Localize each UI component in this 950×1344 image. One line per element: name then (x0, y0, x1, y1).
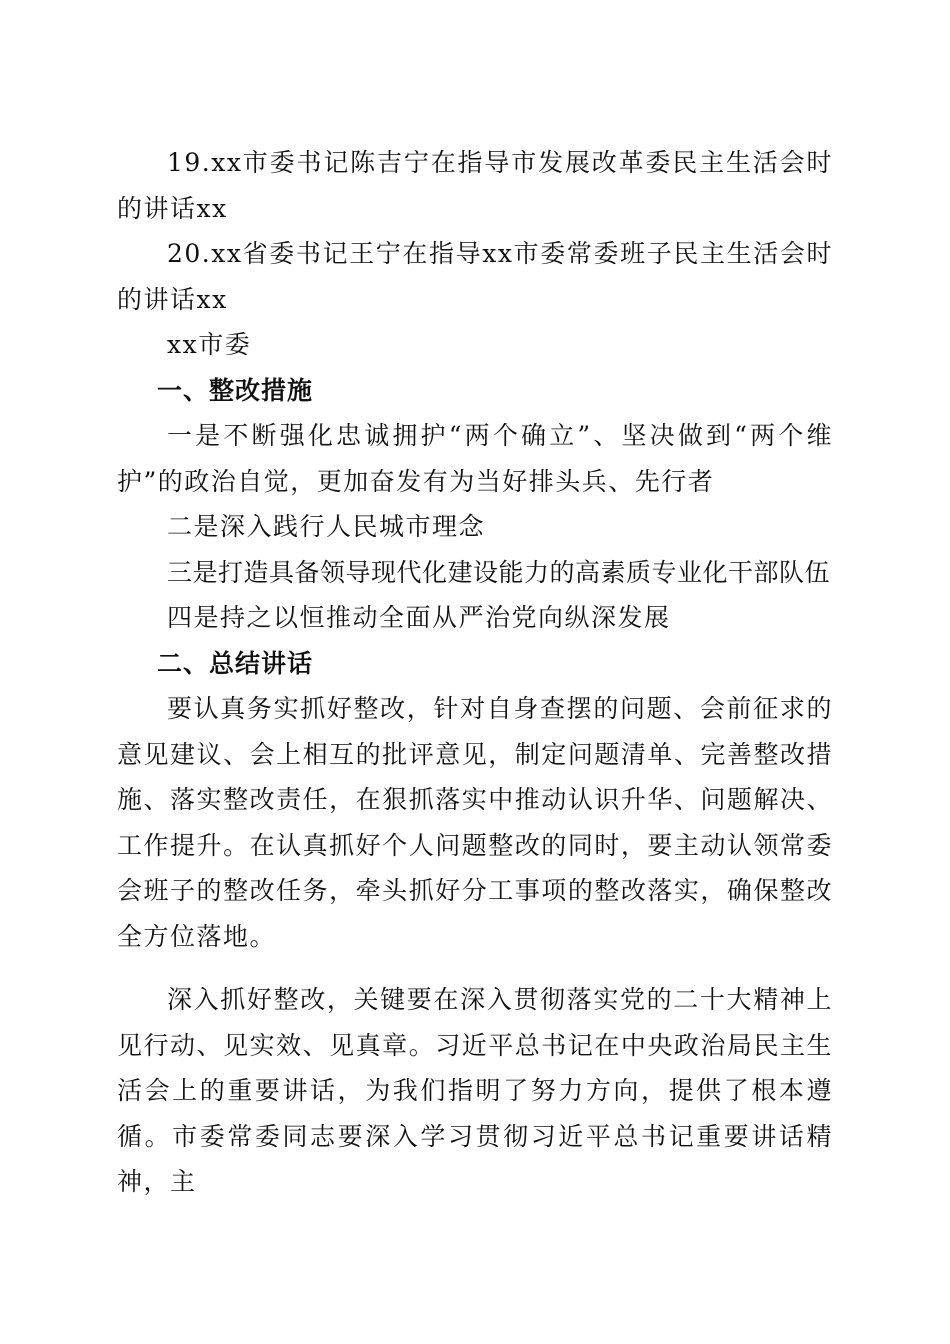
measure-item-2: 二是深入践行人民城市理念 (167, 512, 486, 541)
list-item-20: 20.xx省委书记王宁在指导xx市委常委班子民主生活会时的讲话xx (117, 239, 833, 314)
measure-item-3: 三是打造具备领导现代化建设能力的高素质专业化干部队伍 (167, 557, 831, 587)
list-item-19: 19.xx市委书记陈吉宁在指导市发展改革委民主生活会时的讲话xx (117, 148, 833, 223)
section-heading-rectification: 一、整改措施 (157, 375, 314, 405)
document-body (117, 140, 833, 1205)
section-heading-summary: 二、总结讲话 (157, 648, 314, 678)
org-label: xx市委 (167, 330, 252, 359)
summary-paragraph-1: 要认真务实抓好整改，针对自身查摆的问题、会前征求的意见建议、会上相互的批评意见，制定问题清单、完善整改措施、落实整改责任，在狠抓落实中推动认识升华、问题解决、工作提升。在认真抓好个人问题整改的同时，要主动认领常委会班子的整改任务，牵头抓好分工事项的整改落实，确保整改全方位落地。 (117, 694, 833, 951)
measure-item-1: 一是不断强化忠诚拥护“两个确立”、坚决做到“两个维护”的政治自觉，更加奋发有为当好排头兵、先行者 (117, 421, 833, 496)
summary-paragraph-2: 深入抓好整改，关键要在深入贯彻落实党的二十大精神上见行动、见实效、见真章。习近平总书记在中央政治局民主生活会上的重要讲话，为我们指明了努力方向，提供了根本遵循。市委常委同志要深入学习贯彻习近平总书记重要讲话精神，主 (117, 985, 833, 1196)
measure-item-4: 四是持之以恒推动全面从严治党向纵深发展 (167, 603, 671, 632)
